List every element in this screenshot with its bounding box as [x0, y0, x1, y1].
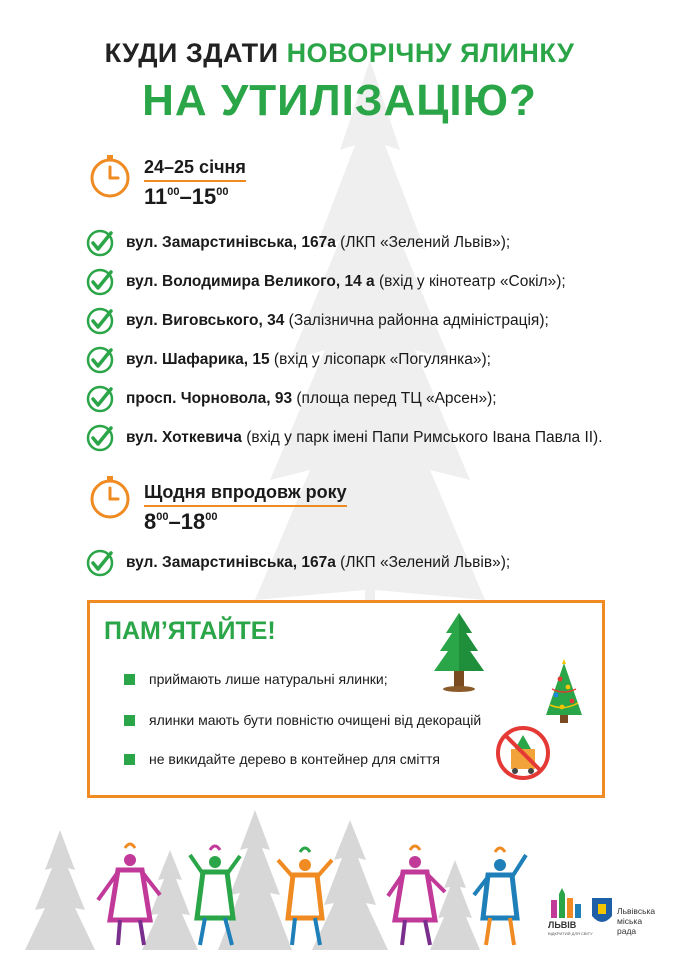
rule-item: приймають лише натуральні ялинки;: [124, 671, 388, 687]
check-icon: [86, 385, 114, 413]
address-item: вул. Шафарика, 15 (вхід у лісопарк «Погулянка»);: [86, 345, 491, 375]
schedule-2-time: $8^{00}-18^{00}$: [144, 509, 218, 534]
bullet-square-icon: [124, 754, 135, 765]
schedule-2: [144, 482, 347, 535]
clock-icon: [88, 475, 132, 519]
schedule-1-date: 24–25 січня: [144, 157, 246, 182]
check-icon: [86, 549, 114, 577]
schedule-1-time: $11^{00}-15^{00}$: [144, 184, 229, 209]
check-icon: [86, 424, 114, 452]
check-icon: [86, 229, 114, 257]
bullet-square-icon: [124, 715, 135, 726]
clock-icon: [88, 154, 132, 198]
address-item: вул. Хоткевича (вхід у парк імені Папи Римського Івана Павла ІІ).: [86, 423, 603, 453]
address-item: вул. Володимира Великого, 14 а (вхід у кінотеатр «Сокіл»);: [86, 267, 566, 297]
title-part-green: НОВОРІЧНУ ЯЛИНКУ: [286, 38, 575, 68]
address-item: вул. Виговського, 34 (Залізнична районна адміністрація);: [86, 306, 549, 336]
footer-illustration: [0, 800, 679, 960]
address-item: просп. Чорновола, 93 (площа перед ТЦ «Арсен»);: [86, 384, 497, 414]
no-trash-bin-icon: [495, 725, 551, 781]
bullet-square-icon: [124, 674, 135, 685]
check-icon: [86, 268, 114, 296]
check-icon: [86, 307, 114, 335]
lviv-logo-icon: [551, 888, 581, 918]
city-council-logo-text: Львівська міська рада: [617, 906, 656, 936]
lviv-logo-tagline: ВІДКРИТИЙ ДЛЯ СВІТУ: [548, 931, 593, 936]
rule-item: ялинки мають бути повністю очищені від декорацій: [124, 712, 481, 728]
address-item: вул. Замарстинівська, 167а (ЛКП «Зелений Львів»);: [86, 548, 510, 578]
remember-box: [87, 600, 605, 798]
check-icon: [86, 346, 114, 374]
title-part-dark: КУДИ ЗДАТИ: [104, 38, 279, 68]
natural-tree-icon: [428, 611, 490, 695]
rule-item: не викидайте дерево в контейнер для сміття: [124, 751, 440, 767]
schedule-2-date: Щодня впродовж року: [144, 482, 347, 507]
title-line-2: НА УТИЛІЗАЦІЮ?: [142, 76, 537, 125]
address-item: вул. Замарстинівська, 167а (ЛКП «Зелений Львів»);: [86, 228, 510, 258]
schedule-1: [144, 157, 246, 210]
decorated-tree-icon: [538, 659, 590, 727]
title-line-1: [0, 38, 679, 69]
remember-title: ПАМ’ЯТАЙТЕ!: [104, 617, 276, 645]
coat-of-arms-icon: [592, 898, 612, 922]
lviv-logo-text: ЛЬВІВ: [548, 920, 577, 930]
